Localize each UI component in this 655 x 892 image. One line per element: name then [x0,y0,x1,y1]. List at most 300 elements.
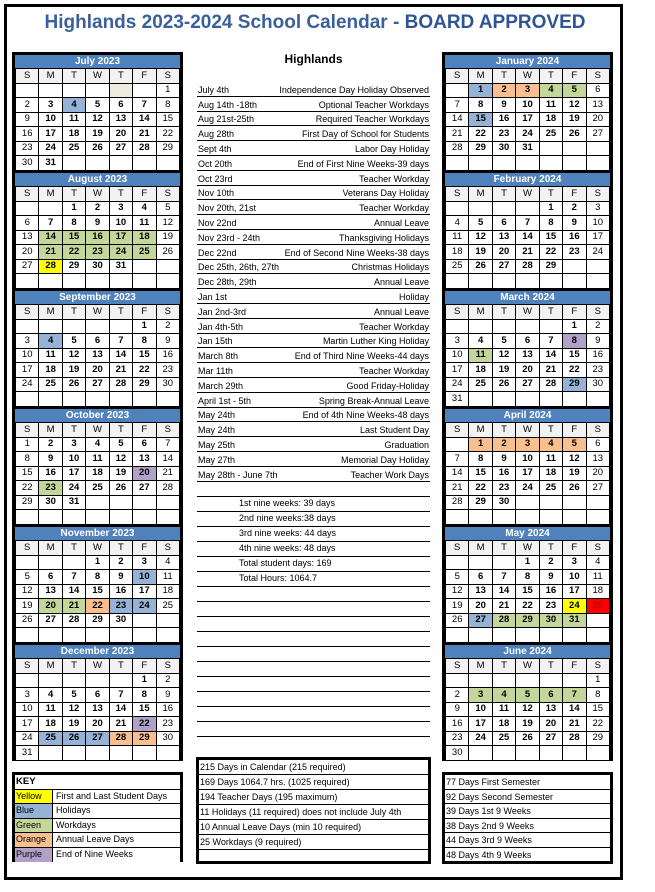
weekday-label: T [109,423,132,438]
color-key [12,772,183,862]
day-cell [109,274,132,289]
day-cell: 25 [62,141,85,156]
day-cell [586,628,609,643]
day-cell: 11 [586,570,609,585]
day-cell: 3 [446,334,469,349]
event-name: Thanksgiving Holidays [338,232,429,243]
weekday-label: T [492,423,515,438]
day-cell [469,628,492,643]
day-cell: 4 [446,216,469,231]
day-cell [446,437,469,452]
day-cell [62,156,85,171]
day-cell [492,201,515,216]
day-cell: 5 [469,216,492,231]
day-cell: 12 [469,230,492,245]
day-cell [156,510,179,525]
event-name: Christmas Holidays [351,262,429,273]
week-row [446,363,610,378]
blank-rows [197,587,430,737]
event-date: May 24th [198,425,236,436]
day-cell [62,628,85,643]
day-cell: 21 [39,245,62,260]
day-cell [109,628,132,643]
day-cell [539,495,562,510]
event-name: Annual Leave [373,277,429,288]
day-cell: 11 [469,348,492,363]
week-row [16,377,180,392]
day-cell [62,319,85,334]
day-cell [156,628,179,643]
month-header: April 2024 [445,409,610,422]
event-name: Teacher Workday [359,365,429,376]
day-cell [86,392,109,407]
day-cell: 7 [516,216,539,231]
day-cell: 10 [16,702,39,717]
summary-row: 3rd nine weeks: 44 days [197,527,430,542]
week-row [16,98,180,113]
weekday-label: S [586,69,609,84]
event-name: Required Teacher Workdays [315,114,429,125]
event-row [197,289,430,304]
day-cell [39,555,62,570]
week-row [16,628,180,643]
day-cell: 2 [492,437,515,452]
week-row [16,555,180,570]
day-cell [39,510,62,525]
week-row [16,112,180,127]
day-cell: 26 [563,127,586,142]
day-cell [16,83,39,98]
day-cell: 12 [62,348,85,363]
weekday-row [16,187,180,202]
day-cell: 6 [586,83,609,98]
month-header: June 2024 [445,645,610,658]
day-cell: 26 [563,481,586,496]
day-cell: 31 [39,156,62,171]
blank-row [197,722,430,737]
event-row [197,348,430,363]
day-cell: 27 [516,377,539,392]
day-cell [62,274,85,289]
day-cell [39,83,62,98]
day-cell: 15 [469,112,492,127]
day-cell: 30 [109,613,132,628]
event-date: Aug 14th -18th [198,99,258,110]
day-cell: 28 [39,259,62,274]
day-cell: 14 [62,584,85,599]
day-cell: 17 [16,363,39,378]
day-cell [539,319,562,334]
day-cell: 5 [62,334,85,349]
day-cell [563,628,586,643]
week-row [16,216,180,231]
title-emphasis: BOARD APPROVED [404,12,586,33]
day-cell [446,673,469,688]
day-cell: 10 [39,112,62,127]
event-date: Dec 25th, 26th, 27th [198,262,280,273]
day-cell: 23 [39,481,62,496]
day-cell [156,259,179,274]
event-row [197,274,430,289]
day-cell: 3 [39,98,62,113]
week-row [16,717,180,732]
month-header: March 2024 [445,291,610,304]
day-cell [539,274,562,289]
day-cell: 4 [539,83,562,98]
weekday-label: S [16,541,39,556]
event-date: Nov 20th, 21st [198,203,257,214]
day-cell: 24 [16,377,39,392]
weekday-label: W [516,541,539,556]
weekday-label: S [446,541,469,556]
day-cell: 30 [586,377,609,392]
day-cell: 25 [469,377,492,392]
weekday-label: W [516,187,539,202]
day-cell [469,510,492,525]
weekday-row [16,541,180,556]
day-cell [492,673,515,688]
day-cell: 31 [563,613,586,628]
day-cell [133,392,156,407]
day-cell: 23 [86,245,109,260]
month-grid [15,68,180,171]
day-cell [586,141,609,156]
day-cell: 19 [563,466,586,481]
day-cell: 13 [39,584,62,599]
day-cell: 28 [516,259,539,274]
day-cell: 6 [133,437,156,452]
week-row [446,746,610,761]
day-cell: 18 [62,127,85,142]
week-row [446,495,610,510]
day-cell: 7 [446,98,469,113]
weekday-label: M [39,305,62,320]
day-cell: 19 [86,127,109,142]
day-cell [586,495,609,510]
month-header: January 2024 [445,55,610,68]
month-header: October 2023 [15,409,180,422]
day-cell: 19 [516,717,539,732]
month-calendar [442,170,613,289]
day-cell: 26 [86,141,109,156]
day-cell: 15 [133,348,156,363]
day-cell: 31 [109,259,132,274]
event-date: May 28th - June 7th [198,469,278,480]
weekday-row [16,305,180,320]
weekday-label: M [39,659,62,674]
day-cell: 12 [446,584,469,599]
day-cell: 15 [16,466,39,481]
key-color-swatch: Green [15,819,53,833]
week-row [446,245,610,260]
month-grid [445,658,610,761]
day-cell: 20 [516,363,539,378]
weekday-label: F [133,541,156,556]
weekday-row [16,423,180,438]
day-cell [16,274,39,289]
day-cell: 7 [133,98,156,113]
day-cell: 6 [86,334,109,349]
day-cell: 1 [469,437,492,452]
day-cell [133,613,156,628]
day-cell: 28 [156,481,179,496]
day-cell: 23 [539,599,562,614]
week-row [446,377,610,392]
day-cell [586,392,609,407]
day-cell [446,319,469,334]
day-cell: 17 [516,466,539,481]
key-rows [15,790,180,863]
day-cell [586,746,609,761]
day-cell: 24 [516,481,539,496]
day-cell: 29 [586,731,609,746]
week-row [446,98,610,113]
day-cell: 28 [446,141,469,156]
day-cell: 3 [586,201,609,216]
day-cell: 15 [86,584,109,599]
weekday-label: M [469,187,492,202]
day-cell [516,392,539,407]
day-cell: 16 [563,230,586,245]
blank-row [197,647,430,662]
day-cell [16,510,39,525]
day-cell [39,628,62,643]
day-cell: 3 [133,555,156,570]
weekday-label: T [539,659,562,674]
weekday-label: S [446,423,469,438]
day-cell [516,319,539,334]
day-cell: 4 [492,688,515,703]
weekday-label: T [492,305,515,320]
week-row [446,112,610,127]
day-cell: 22 [563,363,586,378]
day-cell [492,392,515,407]
day-cell: 17 [516,112,539,127]
day-cell: 26 [492,377,515,392]
day-cell: 4 [156,555,179,570]
day-cell [39,746,62,761]
day-cell [492,510,515,525]
day-cell [539,628,562,643]
semester-stat-row: 39 Days 1st 9 Weeks [445,804,610,819]
day-cell: 8 [563,334,586,349]
day-cell: 26 [62,731,85,746]
week-row [16,466,180,481]
day-cell: 29 [469,141,492,156]
day-cell: 23 [586,363,609,378]
day-cell: 7 [62,570,85,585]
day-cell: 30 [156,731,179,746]
day-cell: 19 [62,717,85,732]
day-cell: 17 [133,584,156,599]
day-cell: 12 [109,452,132,467]
blank-row [197,677,430,692]
weekday-label: M [469,659,492,674]
blank-row [197,482,430,497]
week-row [16,510,180,525]
week-row [16,437,180,452]
day-cell: 15 [156,112,179,127]
weekday-label: T [492,659,515,674]
day-cell: 2 [109,555,132,570]
weekday-label: T [109,305,132,320]
weekday-label: T [539,69,562,84]
event-name: End of 4th Nine Weeks-48 days [302,410,429,421]
day-cell [492,156,515,171]
weekday-row [446,423,610,438]
weekday-label: S [446,187,469,202]
day-cell: 6 [39,570,62,585]
day-cell: 16 [492,466,515,481]
day-cell [586,274,609,289]
key-meaning: Holidays [56,805,91,815]
day-cell [469,319,492,334]
summary-row: Total Hours: 1064.7 [197,572,430,587]
month-calendar [442,52,613,171]
day-cell [62,673,85,688]
day-cell: 10 [446,348,469,363]
day-cell: 10 [62,452,85,467]
weekday-label: W [516,305,539,320]
day-cell: 18 [492,717,515,732]
day-cell: 17 [16,717,39,732]
weekday-label: F [563,423,586,438]
event-name: Holiday [398,291,429,302]
day-cell: 14 [563,702,586,717]
week-row [16,156,180,171]
day-cell: 30 [86,259,109,274]
event-name: Martin Luther King Holiday [322,336,429,347]
month-header: December 2023 [15,645,180,658]
day-cell [86,319,109,334]
day-cell: 12 [16,584,39,599]
day-cell: 1 [469,83,492,98]
day-cell: 14 [109,348,132,363]
weekday-label: S [16,659,39,674]
day-cell [109,156,132,171]
day-cell: 12 [156,216,179,231]
day-cell: 17 [39,127,62,142]
day-cell: 15 [539,230,562,245]
day-cell: 9 [156,334,179,349]
day-cell: 25 [39,731,62,746]
week-row [446,510,610,525]
event-name: Annual Leave [373,306,429,317]
day-cell [133,259,156,274]
day-cell: 21 [109,363,132,378]
day-cell: 14 [156,452,179,467]
day-cell: 24 [133,599,156,614]
day-cell [516,746,539,761]
month-grid [445,540,610,643]
event-date: May 27th [198,454,236,465]
week-row [446,702,610,717]
day-cell: 3 [62,437,85,452]
day-cell: 24 [516,127,539,142]
weekday-label: F [563,305,586,320]
month-calendar [442,524,613,643]
day-cell [133,156,156,171]
day-cell: 29 [469,495,492,510]
event-date: Dec 28th, 29th [198,277,257,288]
day-cell: 20 [586,466,609,481]
week-row [16,613,180,628]
day-cell [516,495,539,510]
weekday-label: W [86,659,109,674]
day-cell [62,392,85,407]
day-cell: 3 [16,334,39,349]
day-cell: 9 [586,334,609,349]
day-cell: 4 [62,98,85,113]
day-cell: 14 [492,584,515,599]
day-cell: 18 [586,584,609,599]
weekday-label: F [133,305,156,320]
day-cell: 1 [133,319,156,334]
day-cell [133,495,156,510]
week-row [16,570,180,585]
week-row [446,334,610,349]
day-cell: 3 [16,688,39,703]
day-cell [86,673,109,688]
day-cell: 27 [39,613,62,628]
day-cell [39,319,62,334]
day-cell: 13 [86,702,109,717]
day-cell: 8 [16,452,39,467]
weekday-label: T [492,69,515,84]
day-cell [586,156,609,171]
event-row [197,319,430,334]
day-cell: 31 [62,495,85,510]
day-cell [156,156,179,171]
day-cell: 15 [586,702,609,717]
month-grid [15,540,180,643]
weekday-label: T [62,659,85,674]
event-row [197,97,430,112]
day-cell: 9 [539,570,562,585]
event-name: Optional Teacher Workdays [318,99,429,110]
event-date: April 1st - 5th [198,395,252,406]
day-cell: 18 [133,230,156,245]
week-row [446,481,610,496]
day-cell: 17 [586,230,609,245]
event-name: End of First Nine Weeks-39 days [297,158,429,169]
day-cell [86,495,109,510]
week-row [446,731,610,746]
day-cell: 13 [586,98,609,113]
day-cell: 9 [492,98,515,113]
day-cell: 21 [109,717,132,732]
day-cell [109,83,132,98]
day-cell: 3 [469,688,492,703]
day-cell: 23 [109,599,132,614]
day-cell: 5 [492,334,515,349]
day-cell [563,510,586,525]
day-cell: 16 [586,348,609,363]
day-cell: 1 [133,673,156,688]
weekday-label: T [109,187,132,202]
day-cell [516,156,539,171]
day-cell: 8 [516,570,539,585]
semester-stat-row: 77 Days First Semester [445,775,610,790]
key-meaning: First and Last Student Days [56,790,168,801]
day-cell: 15 [469,466,492,481]
day-cell: 2 [446,688,469,703]
month-header: July 2023 [15,55,180,68]
week-row [446,156,610,171]
week-row [16,673,180,688]
day-cell: 16 [109,584,132,599]
day-cell: 10 [516,98,539,113]
